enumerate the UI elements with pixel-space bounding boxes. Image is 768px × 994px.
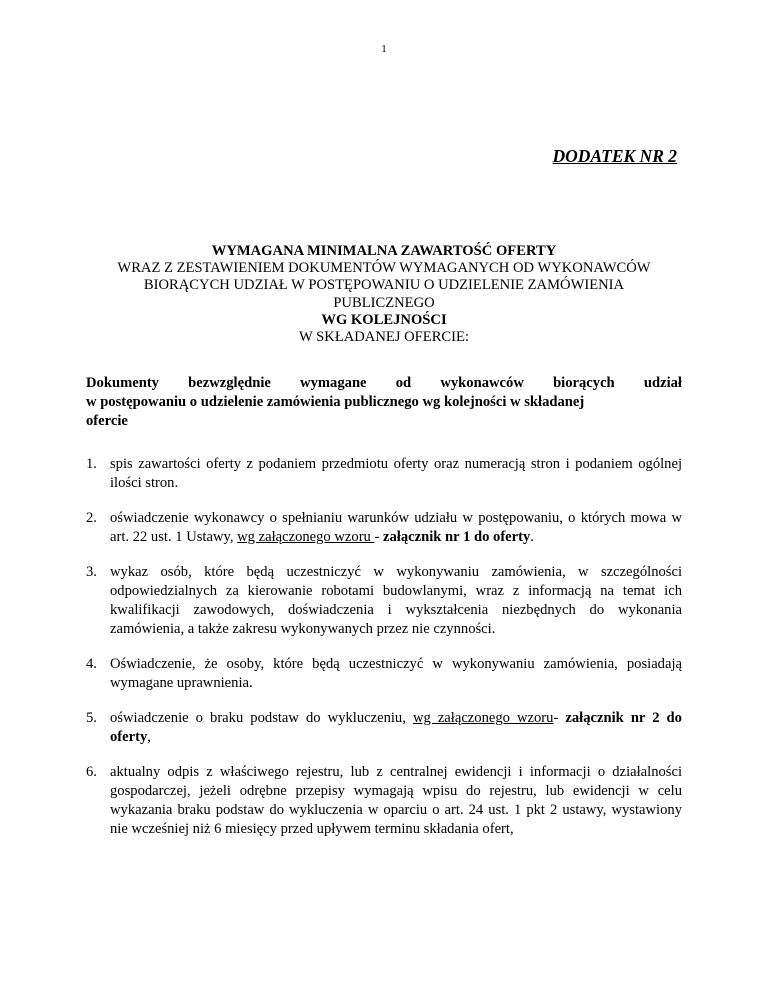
list-item-1 [86, 455, 682, 493]
list-item-text: - [374, 529, 384, 545]
list-item-number: 6. [86, 764, 97, 780]
title-line-4: PUBLICZNEGO [333, 294, 435, 311]
list-item-text: . [530, 529, 534, 545]
title-line-6: W SKŁADANEJ OFERCIE: [299, 329, 469, 346]
list-item-number: 1. [86, 456, 97, 472]
list-item-number: 2. [86, 510, 97, 526]
list-item-6 [86, 763, 682, 839]
list-item-2 [86, 509, 682, 547]
list-item-text: , [147, 729, 151, 745]
documents-list [86, 455, 682, 855]
list-item-text: aktualny odpis z właściwego rejestru, lub z centralnej ewidencji i informacji o działalności gospodarczej, jeżeli odrębne przepisy wymagają wpisu do rejestru, lub ewidencji w celu wykazania braku podstaw do wykluczenia w oparciu o art. 24 ust. 1 pkt 2 ustawy, wystawiony nie wcześniej niż 6 miesięcy przed upływem terminu składania ofert, [110, 764, 682, 837]
list-item-4 [86, 655, 682, 693]
list-item-text: Oświadczenie, że osoby, które będą uczestniczyć w wykonywaniu zamówienia, posiadają wymagane uprawnienia. [110, 656, 682, 691]
document-title [86, 243, 682, 346]
list-item-3 [86, 563, 682, 639]
list-item-text: oświadczenie o braku podstaw do wykluczeniu, [110, 710, 413, 726]
list-item-text: spis zawartości oferty z podaniem przedmiotu oferty oraz numeracją stron i podaniem ogólnej ilości stron. [110, 456, 682, 491]
template-reference: wg załączonego wzoru [237, 529, 375, 545]
list-item-number: 5. [86, 710, 97, 726]
attachment-reference: załącznik nr 2 do oferty [110, 710, 682, 745]
list-item-text: oświadczenie wykonawcy o spełnianiu warunków udziału w postępowaniu, o których mowa w art. 22 ust. 1 Ustawy, [110, 510, 682, 545]
title-line-2: WRAZ Z ZESTAWIENIEM DOKUMENTÓW WYMAGANYCH OD WYKONAWCÓW [117, 260, 651, 277]
intro-paragraph [86, 374, 682, 431]
title-line-3: BIORĄCYCH UDZIAŁ W POSTĘPOWANIU O UDZIELENIE ZAMÓWIENIA [143, 277, 625, 294]
intro-line-2: w postępowaniu o udzielenie zamówienia publicznego wg kolejności w składanej [86, 394, 585, 410]
title-line-1: WYMAGANA MINIMALNA ZAWARTOŚĆ OFERTY [211, 243, 557, 259]
intro-line-1: Dokumenty bezwzględnie wymagane od wykonawców biorących udział [86, 375, 682, 391]
page-number: 1 [381, 43, 387, 55]
list-item-number: 3. [86, 564, 97, 580]
list-item-5 [86, 709, 682, 747]
list-item-text: - [553, 710, 566, 726]
intro-line-3: ofercie [86, 413, 128, 429]
list-item-text: wykaz osób, które będą uczestniczyć w wykonywaniu zamówienia, w szczególności odpowiedzialnych za kierowanie robotami budowlanymi, wraz z informacją na temat ich kwalifikacji zawodowych, doświadczenia i wykształcenia niezbędnych do wykonania zamówienia, a także zakresu wykonywanych przez nie czynności. [110, 564, 682, 637]
title-line-5: WG KOLEJNOŚCI [321, 311, 447, 328]
attachment-reference: załącznik nr 1 do oferty [383, 529, 531, 545]
template-reference: wg załączonego wzoru [412, 710, 554, 726]
addendum-title: DODATEK NR 2 [552, 146, 677, 166]
list-item-number: 4. [86, 656, 97, 672]
